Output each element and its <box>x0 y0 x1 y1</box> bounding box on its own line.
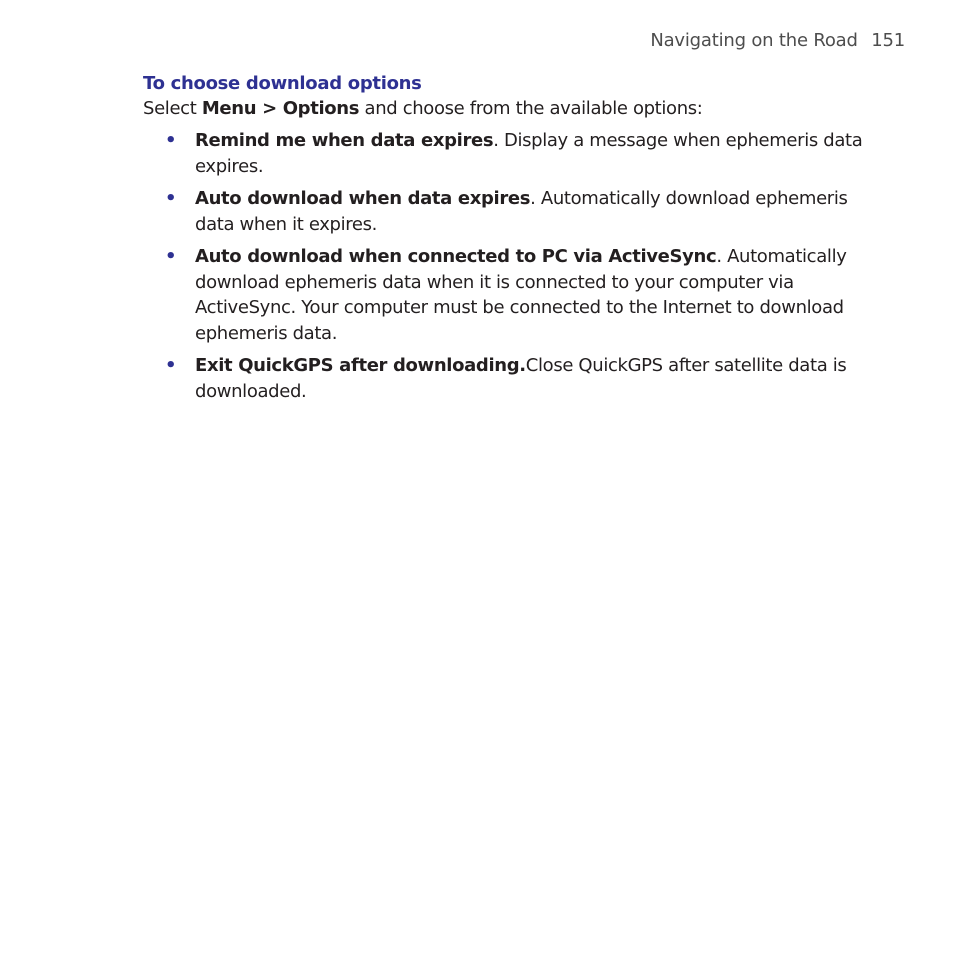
option-term: Auto download when connected to PC via ActiveSync <box>195 246 717 267</box>
bullet-icon: • <box>165 246 177 267</box>
option-description: Close QuickGPS after satellite data is downloaded. <box>195 355 847 402</box>
bullet-icon: • <box>165 130 177 151</box>
option-description: . Automatically download ephemeris data when it expires. <box>195 188 848 235</box>
section-heading: To choose download options <box>143 73 422 94</box>
intro-paragraph <box>143 96 883 122</box>
option-description: . Automatically download ephemeris data when it is connected to your computer via ActiveSync. Your computer must be connected to the Internet to download ephemeris data. <box>195 246 847 344</box>
list-item <box>143 186 865 237</box>
intro-prefix: Select <box>143 98 202 119</box>
list-item <box>143 128 865 179</box>
menu-path: Menu > Options <box>201 98 360 119</box>
chapter-title: Navigating on the Road <box>650 30 858 51</box>
options-list <box>143 128 883 404</box>
main-content <box>143 72 883 411</box>
option-term: Remind me when data expires <box>195 130 494 151</box>
option-description: . Display a message when ephemeris data expires. <box>195 130 863 177</box>
page-number: 151 <box>871 30 905 51</box>
running-header <box>650 30 905 51</box>
list-item <box>143 353 865 404</box>
option-term: Exit QuickGPS after downloading. <box>195 355 526 376</box>
intro-suffix: and choose from the available options: <box>359 98 703 119</box>
option-term: Auto download when data expires <box>195 188 531 209</box>
bullet-icon: • <box>165 355 177 376</box>
list-item <box>143 244 865 346</box>
bullet-icon: • <box>165 188 177 209</box>
